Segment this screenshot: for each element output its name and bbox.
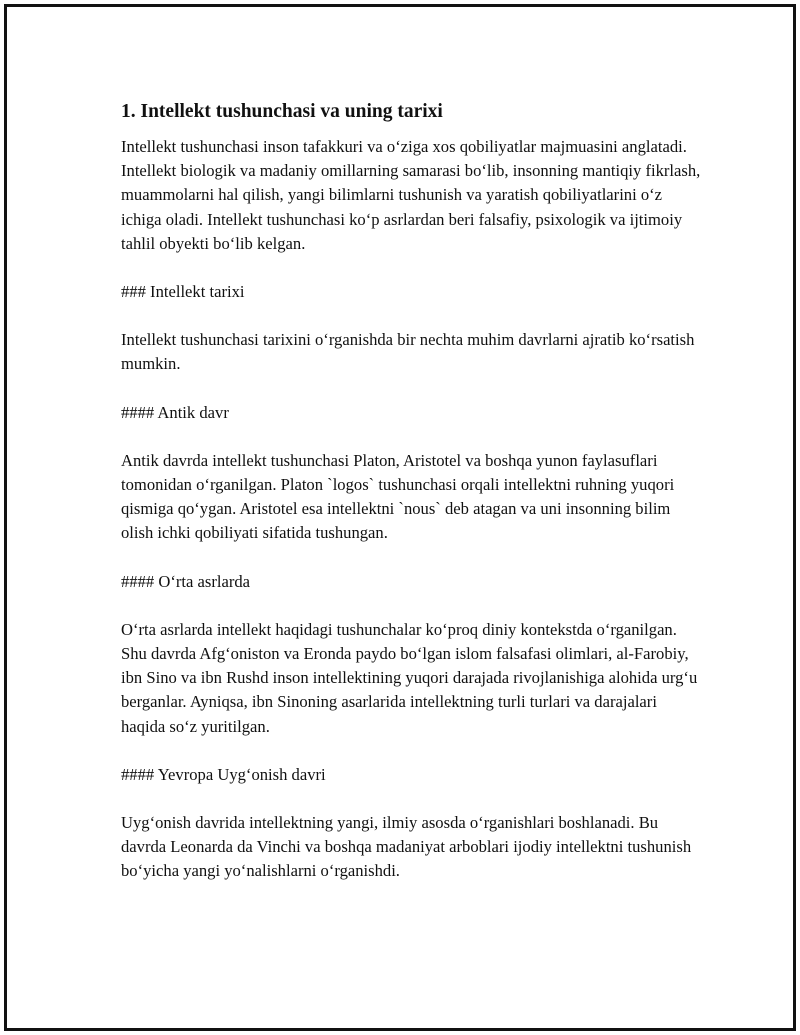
intro-paragraph: Intellekt tushunchasi inson tafakkuri va o‘ziga xos qobiliyatlar majmuasini anglatadi. Intellekt biologik va madaniy omillarning samarasi bo‘lib, insonning mantiqiy fikrlash, muammolarni hal qilish, yangi bilimlarni tushunish va yaratish qobiliyatlarini o‘z ichiga oladi. Intellekt tushunchasi ko‘p asrlardan beri falsafiy, psixologik va ijtimoiy tahlil obyekti bo‘lib kelgan. (121, 137, 701, 253)
document-title: 1. Intellekt tushunchasi va uning tarixi (121, 101, 443, 122)
subsection-heading-orta-asrlarda: #### O‘rta asrlarda (121, 571, 251, 591)
history-intro-paragraph: Intellekt tushunchasi tarixini o‘rganishda bir nechta muhim davrlarni ajratib ko‘rsatish mumkin. (121, 330, 695, 374)
subsection-heading-antik-davr: #### Antik davr (121, 402, 229, 422)
document-body (121, 99, 701, 908)
antik-davr-paragraph: Antik davrda intellekt tushunchasi Platon, Aristotel va boshqa yunon faylasuflari tomonidan o‘rganilgan. Platon `logos` tushunchasi orqali intellektni ruhning yuqori qismiga qo‘ygan. Aristotel esa intellektni `nous` deb atagan va uni insonning bilim olish ichki qobiliyati sifatida tushungan. (121, 450, 675, 543)
subsection-heading-uygonish-davri: #### Yevropa Uyg‘onish davri (121, 764, 326, 784)
page-frame (4, 4, 796, 1031)
section-heading-intellekt-tarixi: ### Intellekt tarixi (121, 282, 245, 302)
uygonish-davri-paragraph: Uyg‘onish davrida intellektning yangi, ilmiy asosda o‘rganishlari boshlanadi. Bu davrda Leonarda da Vinchi va boshqa madaniyat arboblari ijodiy intellektni tushunish bo‘yicha yangi yo‘nalishlarni o‘rganishdi. (121, 813, 692, 881)
orta-asrlarda-paragraph: O‘rta asrlarda intellekt haqidagi tushunchalar ko‘proq diniy kontekstda o‘rganilgan. Shu davrda Afg‘oniston va Eronda paydo bo‘lgan islom falsafasi olimlari, al-Farobiy, ibn Sino va ibn Rushd inson intellektining yuqori darajada rivojlanishiga alohida urg‘u berganlar. Ayniqsa, ibn Sinoning asarlarida intellektning turli turlari va darajalari haqida so‘z yuritilgan. (121, 619, 698, 736)
